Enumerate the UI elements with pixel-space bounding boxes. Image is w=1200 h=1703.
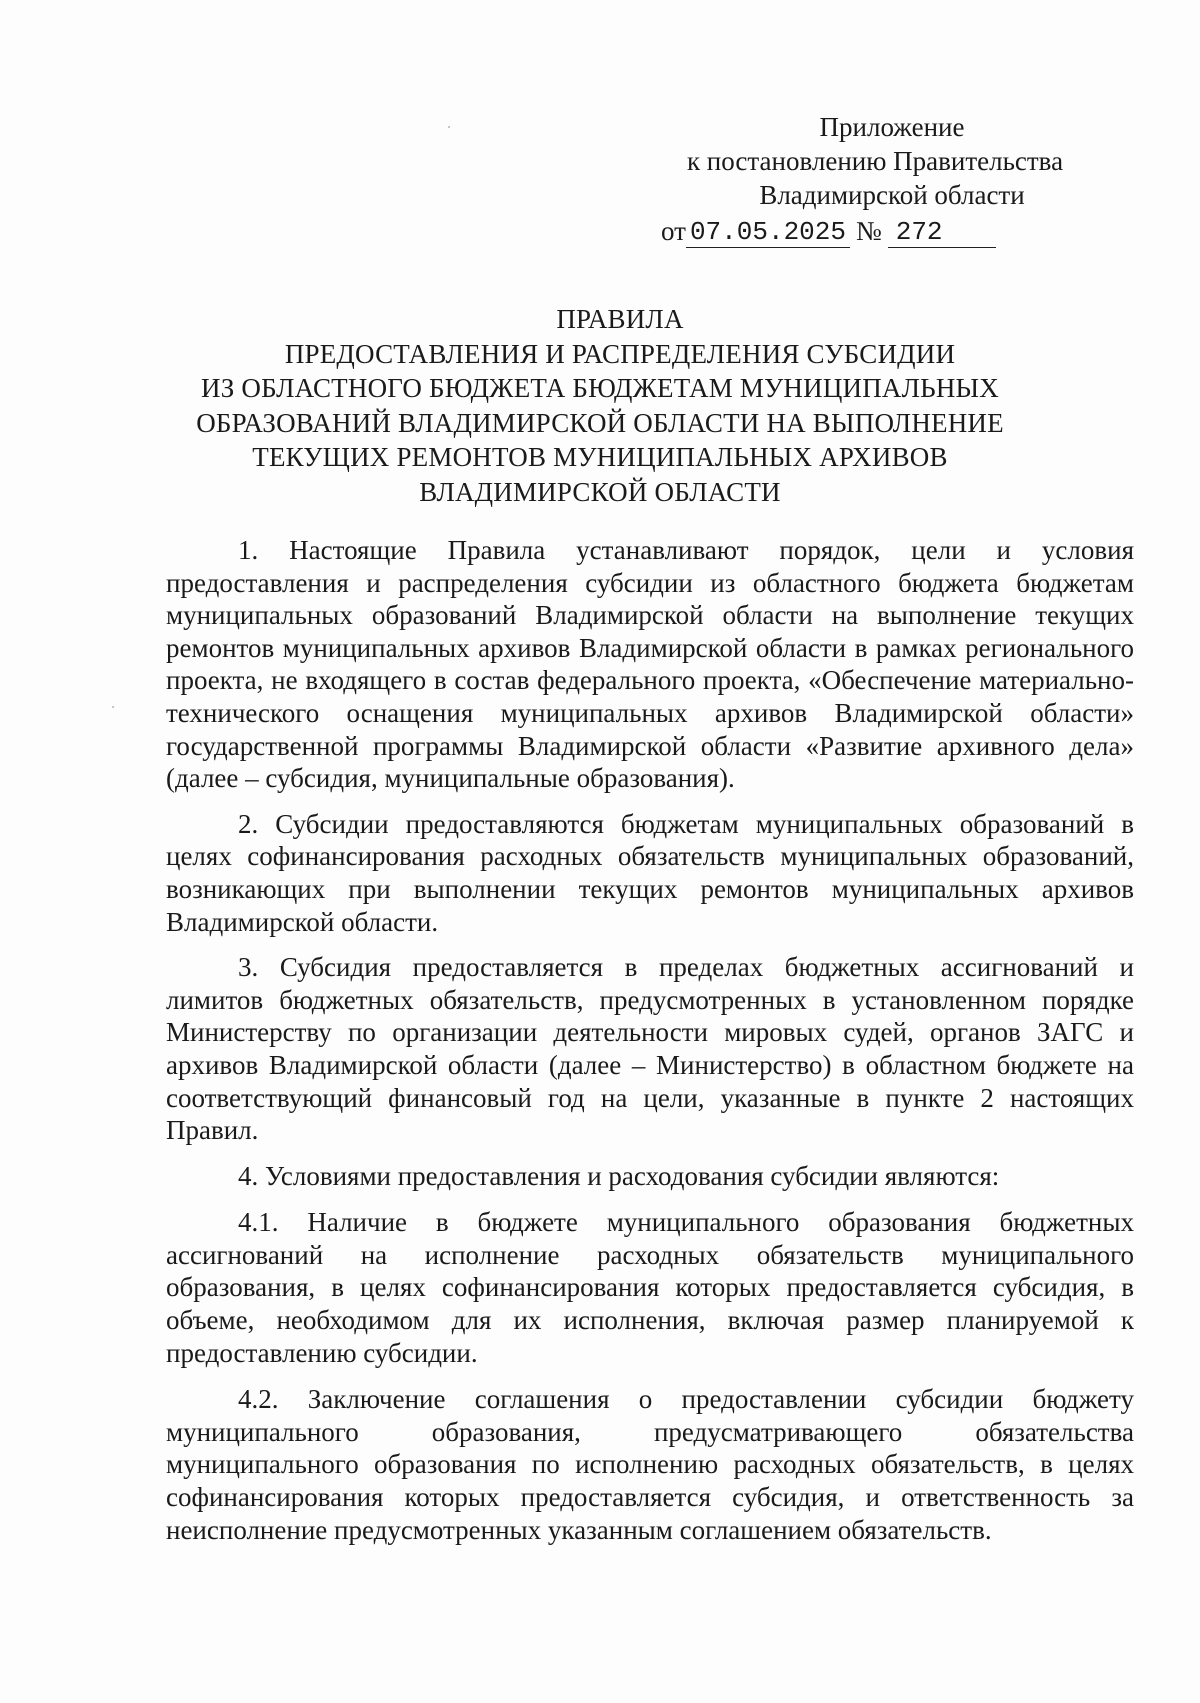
number-sign: № xyxy=(855,216,882,246)
scan-speck xyxy=(112,706,114,708)
title-line: ОБРАЗОВАНИЙ ВЛАДИМИРСКОЙ ОБЛАСТИ НА ВЫПОЛНЕНИЕ xyxy=(196,407,1004,438)
paragraph-1: 1. Настоящие Правила устанавливают порядок, цели и условия предоставления и распределения субсидии из областного бюджета бюджетам муниципальных образований Владимирской области на выполнение текущих ремонтов муниципальных архивов Владимирской области в рамках регионального проекта, не входящего в состав федерального проекта, «Обеспечение материально-технического оснащения муниципальных архивов Владимирской области» государственной программы Владимирской области «Развитие архивного дела» (далее – субсидия, муниципальные образования). xyxy=(166,535,1134,794)
appendix-region: Владимирской области xyxy=(759,180,1025,210)
resolution-date: 07.05.2025 xyxy=(686,217,850,248)
title-line: ИЗ ОБЛАСТНОГО БЮДЖЕТА БЮДЖЕТАМ МУНИЦИПАЛЬНЫХ xyxy=(201,373,999,403)
title-line: ТЕКУЩИХ РЕМОНТОВ МУНИЦИПАЛЬНЫХ АРХИВОВ xyxy=(252,442,948,472)
document-body xyxy=(166,534,1134,1559)
paragraph-4-2: 4.2. Заключение соглашения о предоставлении субсидии бюджету муниципального образования, предусматривающего обязательства муниципального образования по исполнению расходных обязательств, в целях софинансирования которых предоставляется субсидия, и ответственность за неисполнение предусмотренных указанным соглашением обязательств. xyxy=(166,1384,1134,1545)
document-title xyxy=(160,302,1040,509)
title-line: ВЛАДИМИРСКОЙ ОБЛАСТИ xyxy=(419,476,781,507)
paragraph-4-1: 4.1. Наличие в бюджете муниципального образования бюджетных ассигнований на исполнение расходных обязательств муниципального образования, в целях софинансирования которых предоставляется субсидия, в объеме, необходимом для их исполнения, включая размер планируемой к предоставлению субсидии. xyxy=(166,1207,1134,1368)
resolution-number: 272 xyxy=(888,217,996,248)
appendix-title: Приложение xyxy=(819,112,965,142)
paragraph-4: 4. Условиями предоставления и расходования субсидии являются: xyxy=(238,1160,1000,1191)
date-prefix: от xyxy=(661,216,686,246)
paragraph-2: 2. Субсидии предоставляются бюджетам муниципальных образований в целях софинансирования расходных обязательств муниципальных образований, возникающих при выполнении текущих ремонтов муниципальных архивов Владимирской области. xyxy=(166,808,1134,937)
scan-speck xyxy=(448,126,450,128)
title-line: ПРЕДОСТАВЛЕНИЯ И РАСПРЕДЕЛЕНИЯ СУБСИДИИ xyxy=(284,338,956,369)
paragraph-3: 3. Субсидия предоставляется в пределах бюджетных ассигнований и лимитов бюджетных обязательств, предусмотренных в установленном порядке Министерству по организации деятельности мировых судей, органов ЗАГС и архивов Владимирской области (далее – Министерство) в областном бюджете на соответствующий финансовый год на цели, указанные в пункте 2 настоящих Правил. xyxy=(166,952,1134,1146)
title-line: ПРАВИЛА xyxy=(556,304,684,334)
appendix-date-line xyxy=(655,214,1095,248)
appendix-stamp xyxy=(655,110,1095,248)
appendix-reference: к постановлению Правительства xyxy=(686,146,1064,176)
